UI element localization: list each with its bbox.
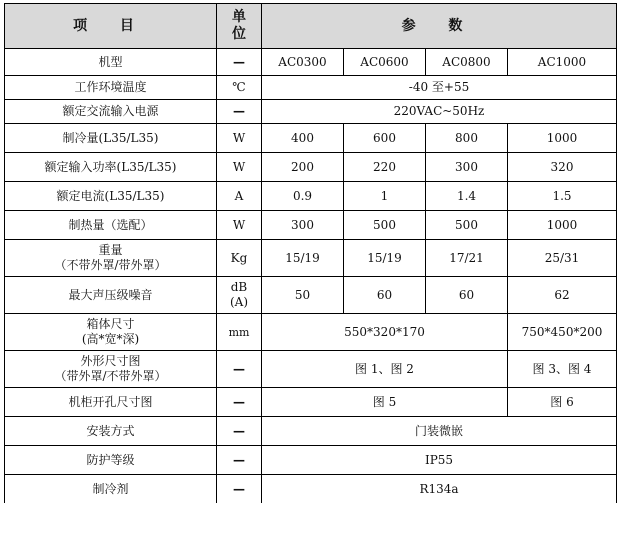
row-unit: ℃: [217, 76, 262, 100]
row-unit: dB (A): [217, 277, 262, 314]
table-row: [5, 277, 617, 314]
table-row: [5, 388, 617, 417]
row-unit: —: [217, 475, 262, 504]
spec-table-container: [4, 3, 617, 503]
cell-value: AC0300: [262, 49, 344, 76]
cell-value: 1: [344, 182, 426, 211]
cell-value: AC0600: [344, 49, 426, 76]
row-unit: —: [217, 351, 262, 388]
row-label: 外形尺寸图 （带外罩/不带外罩）: [5, 351, 217, 388]
cell-value: 15/19: [262, 240, 344, 277]
cell-value: 50: [262, 277, 344, 314]
row-unit: Kg: [217, 240, 262, 277]
cell-value: 200: [262, 153, 344, 182]
cell-value-span: IP55: [262, 446, 617, 475]
cell-value: 60: [426, 277, 508, 314]
cell-value: 15/19: [344, 240, 426, 277]
row-unit: mm: [217, 314, 262, 351]
cell-value: 500: [344, 211, 426, 240]
cell-value: 300: [262, 211, 344, 240]
cell-value: 1000: [508, 124, 617, 153]
cell-value-span: 图 1、图 2: [262, 351, 508, 388]
table-row: [5, 182, 617, 211]
cell-value: 600: [344, 124, 426, 153]
cell-value: 0.9: [262, 182, 344, 211]
table-row: [5, 211, 617, 240]
table-row: [5, 240, 617, 277]
row-label: 制冷量(L35/L35): [5, 124, 217, 153]
header-unit: 单 位: [217, 4, 262, 49]
table-row: [5, 314, 617, 351]
row-label: 额定交流输入电源: [5, 100, 217, 124]
cell-value: 1000: [508, 211, 617, 240]
table-row: [5, 76, 617, 100]
row-unit: —: [217, 417, 262, 446]
cell-value-span: 550*320*170: [262, 314, 508, 351]
row-unit: W: [217, 153, 262, 182]
cell-value: 图 3、图 4: [508, 351, 617, 388]
row-unit: —: [217, 49, 262, 76]
cell-value: 220: [344, 153, 426, 182]
cell-value: 17/21: [426, 240, 508, 277]
row-label: 制冷剂: [5, 475, 217, 504]
row-unit: W: [217, 211, 262, 240]
row-unit: W: [217, 124, 262, 153]
cell-value: AC1000: [508, 49, 617, 76]
cell-value-span: R134a: [262, 475, 617, 504]
row-label: 额定输入功率(L35/L35): [5, 153, 217, 182]
row-label: 制热量（选配）: [5, 211, 217, 240]
cell-value: 62: [508, 277, 617, 314]
cell-value: 800: [426, 124, 508, 153]
row-unit: A: [217, 182, 262, 211]
row-unit: —: [217, 446, 262, 475]
table-row: [5, 49, 617, 76]
header-item: 项 目: [5, 4, 217, 49]
row-label: 箱体尺寸 (高*宽*深): [5, 314, 217, 351]
cell-value-span: 图 5: [262, 388, 508, 417]
row-label: 重量 （不带外罩/带外罩）: [5, 240, 217, 277]
row-label: 机型: [5, 49, 217, 76]
cell-value: 60: [344, 277, 426, 314]
cell-value: 320: [508, 153, 617, 182]
cell-value-span: -40 至+55: [262, 76, 617, 100]
cell-value: 300: [426, 153, 508, 182]
row-label: 机柜开孔尺寸图: [5, 388, 217, 417]
row-unit: —: [217, 388, 262, 417]
table-header-row: [5, 4, 617, 49]
table-row: [5, 153, 617, 182]
cell-value: 400: [262, 124, 344, 153]
header-params: 参 数: [262, 4, 617, 49]
table-row: [5, 417, 617, 446]
row-label: 额定电流(L35/L35): [5, 182, 217, 211]
table-row: [5, 100, 617, 124]
table-row: [5, 446, 617, 475]
cell-value: 500: [426, 211, 508, 240]
cell-value: AC0800: [426, 49, 508, 76]
row-label: 安装方式: [5, 417, 217, 446]
cell-value: 750*450*200: [508, 314, 617, 351]
cell-value: 图 6: [508, 388, 617, 417]
spec-table: [4, 3, 617, 503]
cell-value: 1.4: [426, 182, 508, 211]
cell-value-span: 门装微嵌: [262, 417, 617, 446]
table-row: [5, 124, 617, 153]
cell-value: 1.5: [508, 182, 617, 211]
row-label: 工作环境温度: [5, 76, 217, 100]
table-row: [5, 475, 617, 504]
row-unit: —: [217, 100, 262, 124]
row-label: 防护等级: [5, 446, 217, 475]
cell-value-span: 220VAC~50Hz: [262, 100, 617, 124]
cell-value: 25/31: [508, 240, 617, 277]
table-row: [5, 351, 617, 388]
row-label: 最大声压级噪音: [5, 277, 217, 314]
